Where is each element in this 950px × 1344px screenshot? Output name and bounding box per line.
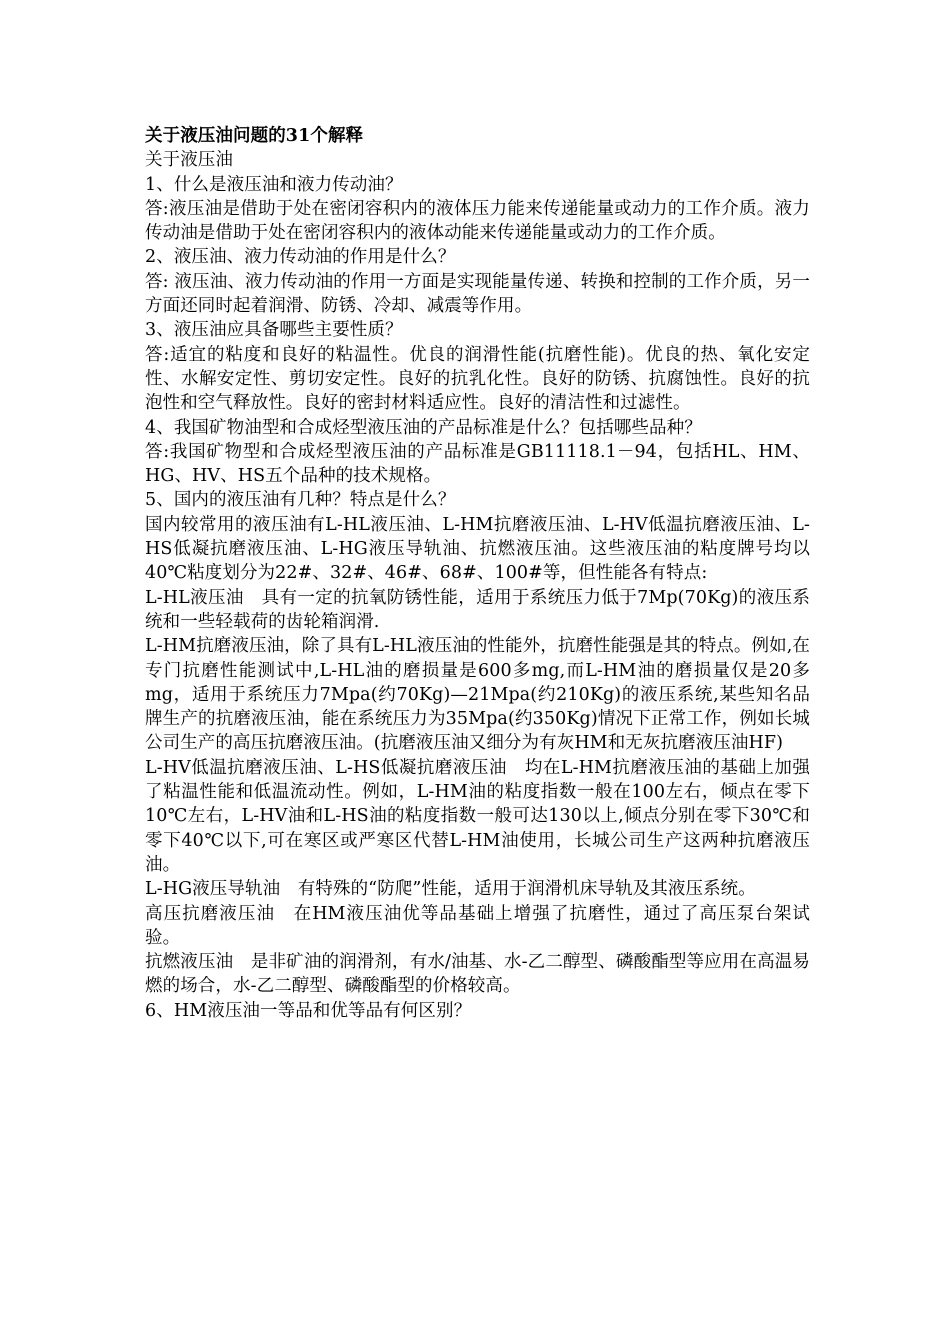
question-1: 1、什么是液压油和液力传动油？ [145, 174, 403, 195]
answer-5-high-pressure: 高压抗磨液压油 在HM液压油优等品基础上增强了抗磨性，通过了高压泵台架试验。 [145, 903, 810, 948]
question-4: 4、我国矿物油型和合成烃型液压油的产品标准是什么？包括哪些品种？ [145, 417, 702, 438]
answer-5-hm: L-HM抗磨液压油，除了具有L-HL液压油的性能外，抗磨性能强是其的特点。例如,在专门抗磨性能测试中,L-HL油的磨损量是600多mg,而L-HM油的磨损量仅是20多mg，适用于系统压力7Mpa(约70Kg)—21Mpa(约210Kg)的液压系统,某些知名品牌生产的抗磨液压油，能在系统压力为35Mpa(约350Kg)情况下正常工作，例如长城公司生产的高压抗磨液压油。(抗磨液压油又细分为有灰HM和无灰抗磨液压油HF) [145, 636, 810, 754]
question-3: 3、液压油应具备哪些主要性质？ [145, 320, 403, 341]
section-heading: 关于液压油 [145, 150, 233, 171]
answer-2: 答: 液压油、液力传动油的作用一方面是实现能量传递、转换和控制的工作介质，另一方面还同时起着润滑、防锈、冷却、减震等作用。 [145, 271, 810, 317]
question-2: 2、液压油、液力传动油的作用是什么？ [145, 247, 456, 268]
answer-5-hv-hs: L-HV低温抗磨液压油、L-HS低凝抗磨液压油 均在L-HM抗磨液压油的基础上加强了粘温性能和低温流动性。例如，L-HM油的粘度指数一般在100左右，倾点在零下10℃左右，L-HV油和L-HS油的粘度指数一般可达130以上,倾点分别在零下30℃和零下40℃以下,可在寒区或严寒区代替L-HM油使用，长城公司生产这两种抗磨液压油。 [145, 757, 810, 875]
answer-5-hl: L-HL液压油 具有一定的抗氧防锈性能，适用于系统压力低于7Mp(70Kg)的液压系统和一些轻载荷的齿轮箱润滑. [145, 587, 810, 632]
question-6: 6、HM液压油一等品和优等品有何区别？ [145, 1000, 472, 1021]
answer-1: 答:液压油是借助于处在密闭容积内的液体压力能来传递能量或动力的工作介质。液力传动油是借助于处在密闭容积内的液体动能来传递能量或动力的工作介质。 [145, 198, 810, 244]
answer-5-intro: 国内较常用的液压油有L-HL液压油、L-HM抗磨液压油、L-HV低温抗磨液压油、L-HS低凝抗磨液压油、L-HG液压导轨油、抗燃液压油。这些液压油的粘度牌号均以40℃粘度划分为22#、32#、46#、68#、100#等，但性能各有特点: [145, 514, 810, 584]
document-title: 关于液压油问题的31个解释 [145, 126, 364, 146]
document-body [145, 124, 810, 1023]
answer-5-fire-resistant: 抗燃液压油 是非矿油的润滑剂，有水/油基、水-乙二醇型、磷酸酯型等应用在高温易燃的场合，水-乙二醇型、磷酸酯型的价格较高。 [145, 952, 810, 997]
answer-3: 答:适宜的粘度和良好的粘温性。优良的润滑性能(抗磨性能)。优良的热、氧化安定性、水解安定性、剪切安定性。良好的抗乳化性。良好的防锈、抗腐蚀性。良好的抗泡性和空气释放性。良好的密封材料适应性。良好的清洁性和过滤性。 [145, 344, 810, 414]
answer-4: 答:我国矿物型和合成烃型液压油的产品标准是GB11118.1－94，包括HL、HM、HG、HV、HS五个品种的技术规格。 [145, 441, 810, 487]
answer-5-hg: L-HG液压导轨油 有特殊的“防爬”性能，适用于润滑机床导轨及其液压系统。 [145, 879, 756, 900]
question-5: 5、国内的液压油有几种？特点是什么？ [145, 490, 456, 511]
